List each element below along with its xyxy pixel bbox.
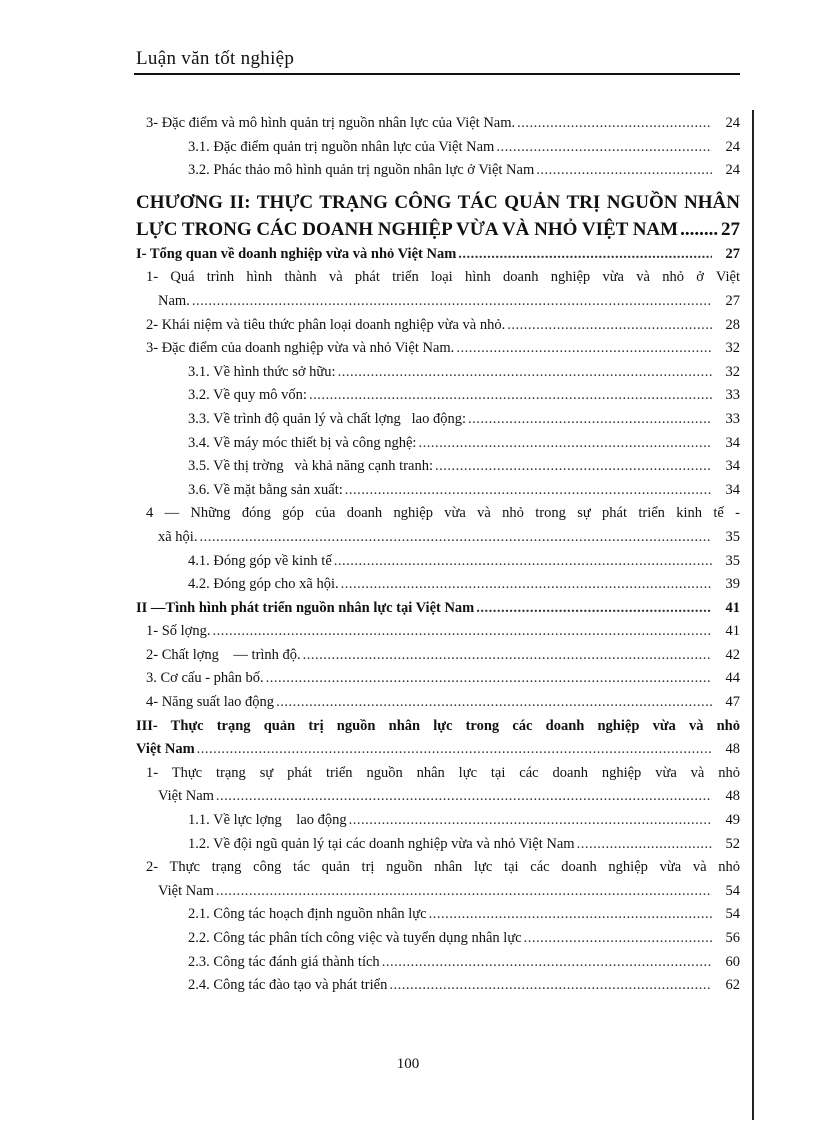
dot-leader [429, 903, 712, 927]
dot-leader [435, 455, 712, 479]
dot-leader [192, 290, 712, 314]
toc-entry[interactable]: 2- Khái niệm và tiêu thức phân loại doanh nghiệp vừa và nhỏ. ..... 28 [136, 314, 740, 338]
toc-entry[interactable]: 3.6. Về mặt bằng sản xuất: ..... 34 [136, 479, 740, 503]
dot-leader [418, 432, 712, 456]
toc-entry[interactable]: 1.1. Về lực lợng lao động ..... 49 [136, 809, 740, 833]
toc-entry[interactable]: 4.1. Đóng góp về kinh tế ..... 35 [136, 550, 740, 574]
dot-leader [276, 691, 712, 715]
dot-leader [524, 927, 712, 951]
dot-leader [212, 620, 712, 644]
toc-entry[interactable]: 3.2. Phác thảo mô hình quản trị nguồn nhân lực ở Việt Nam ..... 24 [136, 159, 740, 183]
toc-entry[interactable]: 4- Năng suất lao động ..... 47 [136, 691, 740, 715]
toc-entry[interactable]: 3.3. Về trình độ quản lý và chất lợng lao động: ..... 33 [136, 408, 740, 432]
toc-section[interactable]: I- Tổng quan về doanh nghiệp vừa và nhỏ Việt Nam ..... 27 [136, 243, 740, 267]
toc-entry[interactable]: 3.2. Về quy mô vốn: ..... 33 [136, 384, 740, 408]
dot-leader [309, 384, 712, 408]
page-number: 100 [396, 1056, 420, 1072]
dot-leader [517, 112, 712, 136]
toc-chapter-heading[interactable] [136, 189, 740, 243]
dot-leader [345, 479, 712, 503]
dot-leader [338, 361, 712, 385]
dot-leader [577, 833, 712, 857]
toc-entry[interactable]: 2- Thực trạng công tác quản trị nguồn nhân lực tại các doanh nghiệp vừa và nhỏ Việt Nam ..... 54 [136, 856, 740, 903]
chapter-title-line1: CHƯƠNG II: THỰC TRẠNG CÔNG TÁC QUẢN TRỊ NGUỒN NHÂN [136, 191, 740, 213]
table-of-contents [136, 112, 740, 998]
toc-entry[interactable]: 2- Chất lợng — trình độ. ..... 42 [136, 644, 740, 668]
toc-entry[interactable]: 2.2. Công tác phân tích công việc và tuyển dụng nhân lực ..... 56 [136, 927, 740, 951]
toc-entry[interactable]: 3- Đặc điểm của doanh nghiệp vừa và nhỏ Việt Nam. ..... 32 [136, 337, 740, 361]
header-rule [134, 73, 740, 75]
toc-entry[interactable]: 3.5. Về thị trờng và khả năng cạnh tranh: ..... 34 [136, 455, 740, 479]
dot-leader [216, 880, 712, 904]
toc-entry[interactable]: 4.2. Đóng góp cho xã hội. ..... 39 [136, 573, 740, 597]
toc-entry[interactable]: 1- Quá trình hình thành và phát triển loại hình doanh nghiệp vừa và nhỏ ở Việt Nam. ..... 27 [136, 266, 740, 313]
toc-entry[interactable]: 3.1. Đặc điểm quản trị nguồn nhân lực của Việt Nam ..... 24 [136, 136, 740, 160]
toc-entry[interactable]: 1- Số lợng. ..... 41 [136, 620, 740, 644]
toc-entry[interactable]: 2.3. Công tác đánh giá thành tích ..... 60 [136, 951, 740, 975]
dot-leader [476, 597, 712, 621]
dot-leader [334, 550, 712, 574]
toc-entry[interactable]: 1.2. Về đội ngũ quản lý tại các doanh nghiệp vừa và nhỏ Việt Nam ..... 52 [136, 833, 740, 857]
toc-entry[interactable]: 2.4. Công tác đào tạo và phát triển ..... 62 [136, 974, 740, 998]
toc-section[interactable]: III- Thực trạng quản trị nguồn nhân lực trong các doanh nghiệp vừa và nhỏ Việt Nam ..... 48 [136, 715, 740, 762]
toc-entry[interactable]: 4 — Những đóng góp của doanh nghiệp vừa và nhỏ trong sự phát triển kinh tế - xã hội. ..... 35 [136, 502, 740, 549]
dot-leader [458, 243, 712, 267]
dot-leader [496, 136, 712, 160]
dot-leader [199, 526, 712, 550]
toc-entry[interactable]: 3.1. Về hình thức sở hữu: ..... 32 [136, 361, 740, 385]
dot-leader [680, 216, 719, 243]
dot-leader [536, 159, 712, 183]
dot-leader [303, 644, 712, 668]
dot-leader [341, 573, 712, 597]
page-edge-rule [752, 110, 754, 1120]
dot-leader [389, 974, 712, 998]
dot-leader [507, 314, 712, 338]
dot-leader [468, 408, 712, 432]
toc-entry[interactable]: 2.1. Công tác hoạch định nguồn nhân lực ..... 54 [136, 903, 740, 927]
toc-section[interactable]: II —Tình hình phát triển nguồn nhân lực tại Việt Nam ..... 41 [136, 597, 740, 621]
dot-leader [349, 809, 712, 833]
chapter-page-number: 27 [721, 218, 740, 240]
toc-entry[interactable]: 3.4. Về máy móc thiết bị và công nghệ: ..... 34 [136, 432, 740, 456]
dot-leader [197, 738, 712, 762]
toc-entry[interactable]: 1- Thực trạng sự phát triển nguồn nhân lực tại các doanh nghiệp vừa và nhỏ Việt Nam ..... 48 [136, 762, 740, 809]
dot-leader [266, 667, 712, 691]
dot-leader [382, 951, 712, 975]
toc-entry[interactable]: 3. Cơ cấu - phân bố. ..... 44 [136, 667, 740, 691]
toc-entry[interactable]: 3- Đặc điểm và mô hình quản trị nguồn nhân lực của Việt Nam. ..... 24 [136, 112, 740, 136]
dot-leader [216, 785, 712, 809]
chapter-title-line2: LỰC TRONG CÁC DOANH NGHIỆP VỪA VÀ NHỎ VIỆT NAM [136, 218, 679, 240]
running-header-title: Luận văn tốt nghiệp [136, 48, 295, 69]
dot-leader [456, 337, 712, 361]
